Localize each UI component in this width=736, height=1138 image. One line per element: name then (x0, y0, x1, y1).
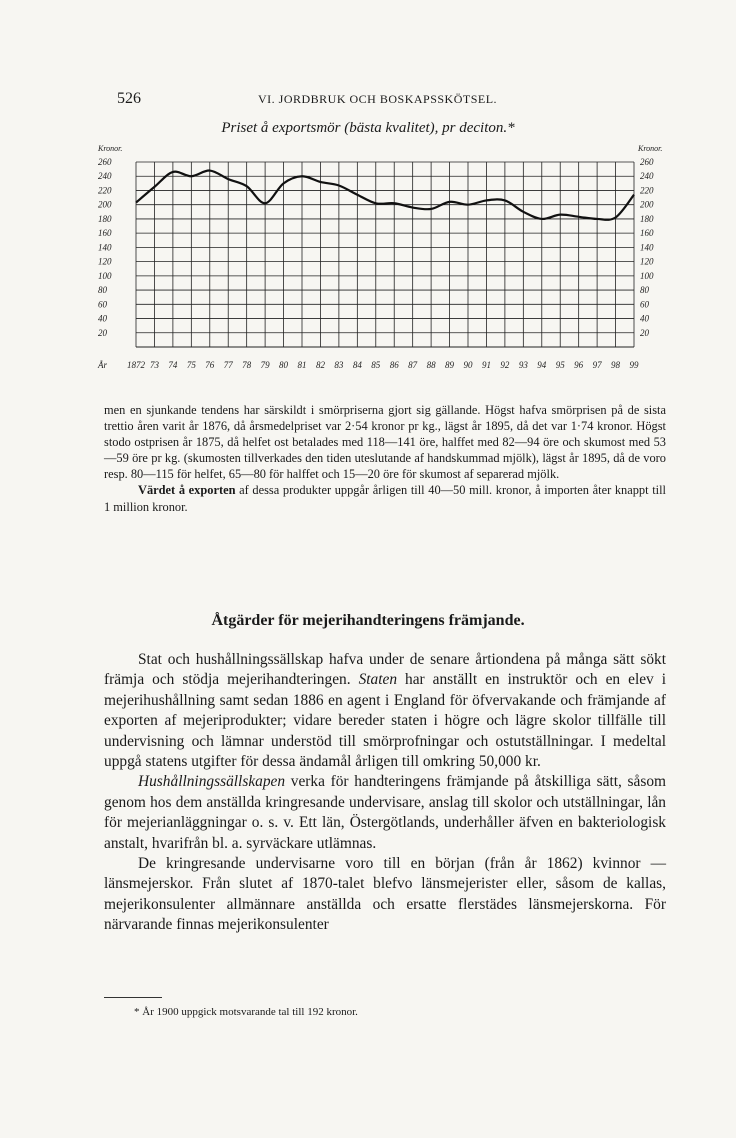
x-tick-label: 92 (500, 360, 510, 370)
x-tick-label: 99 (629, 360, 639, 370)
paragraph-state-pre: Stat och hushållningssällskap hafva under de senare årtiondena på många sätt sökt främja och stödja mejerihandteringen. (104, 651, 666, 689)
y-tick-label-left: 40 (98, 313, 107, 324)
footnote-rule (104, 997, 162, 998)
y-tick-label-right: 120 (640, 256, 654, 267)
paragraph-state-emph: Staten (358, 671, 398, 689)
x-tick-label: 87 (408, 360, 418, 370)
x-tick-label: 84 (352, 360, 362, 370)
x-tick-label: 97 (592, 360, 602, 370)
y-tick-label-left: 20 (98, 327, 107, 338)
x-tick-label: 88 (426, 360, 436, 370)
paragraph-export-value (104, 482, 666, 514)
y-tick-label-left: 60 (98, 299, 107, 310)
x-tick-label: 78 (242, 360, 252, 370)
x-tick-label: 86 (389, 360, 399, 370)
x-tick-label: 98 (611, 360, 621, 370)
y-tick-label-right: 100 (640, 270, 654, 281)
y-tick-label-right: 240 (640, 171, 654, 182)
y-tick-label-left: 180 (98, 213, 112, 224)
x-tick-label: 90 (463, 360, 473, 370)
x-tick-label: 95 (555, 360, 565, 370)
paragraph-state (104, 650, 666, 772)
y-unit-label-left: Kronor. (98, 144, 123, 153)
x-tick-label: 76 (205, 360, 215, 370)
running-head: VI. JORDBRUK OCH BOSKAPSSKÖTSEL. (258, 92, 498, 106)
y-tick-label-right: 160 (640, 228, 654, 239)
x-tick-label: 82 (315, 360, 325, 370)
paragraph-state-post: har anställt en instruktör och en elev i mejerihushållning samt sedan 1886 en agent i England för öfvervakande och främjande af exporten af mejeriprodukter; vidare bereder staten i högre och lägre skolor tillfälle till undervisning och lämnar understöd till smörprofningar och ostutställningar. I medeltal uppgå statens utgifter för dessa ändamål årligen till omkring 50,000 kr. (104, 671, 666, 771)
y-tick-label-right: 80 (640, 285, 649, 296)
y-tick-label-left: 240 (98, 171, 112, 182)
y-unit-label-right: Kronor. (638, 144, 663, 153)
paragraph-prices: men en sjunkande tendens har särskildt i smörpriserna gjort sig gällande. Högst hafva smörprisen på de sista trettio åren varit år 1876, då årsmedelpriset var 2·54 kronor pr kg., lägst år 1895, då det var 1·74 kronor. Högst stodo ostprisen år 1875, då helfet ost betalades med 118—141 öre, halffet med 82—94 öre och skumost med 53—59 öre pr kg. (skumosten tillverkades den tiden uteslutande af handskummad mjölk), lägst år 1895, då de voro resp. 80—115 för helfet, 65—80 för halffet och 15—20 öre för skumost af separerad mjölk. (104, 403, 666, 482)
x-tick-label: 89 (445, 360, 455, 370)
y-tick-label-right: 40 (640, 313, 649, 324)
y-tick-label-left: 120 (98, 256, 112, 267)
price-series-line (136, 171, 634, 220)
x-tick-label: 81 (297, 360, 307, 370)
footnote: * År 1900 uppgick motsvarande tal till 192 kronor. (134, 1006, 358, 1018)
x-tick-label: 96 (574, 360, 584, 370)
paragraph-instructors-text: De kringresande undervisarne voro till en början (från år 1862) kvinnor — länsmejerskor. Från slutet af 1870-talet blefvo länsmejerister eller, såsom de kallas, mejerikonsulenter allmännare anställda och ersatte flerstädes länsmejerskorna. För närvarande finnas mejerikonsulenter (104, 855, 666, 934)
chart-title: Priset å exportsmör (bästa kvalitet), pr deciton.* (221, 120, 515, 136)
x-tick-label: 94 (537, 360, 547, 370)
paragraph-export-text: af dessa produkter uppgår årligen till 40—50 mill. kronor, å importen åter knappt till 1 million kronor. (104, 483, 666, 514)
bold-lead: Värdet å exporten (138, 483, 236, 498)
page-number: 526 (117, 90, 141, 107)
y-tick-label-left: 100 (98, 270, 112, 281)
x-tick-label: 73 (149, 360, 159, 370)
x-tick-label: 77 (223, 360, 233, 370)
x-tick-label: 80 (279, 360, 289, 370)
y-tick-label-right: 260 (640, 157, 654, 167)
paragraph-societies-post: verka för handteringens främjande på åtskilliga sätt, såsom genom hos dem anställda kringresande undervisare, anslag till skolor och utställningar, lån för mejerianläggningar o. s. v. Ett län, Östergötlands, underhåller äfven en bakteriologisk anstalt, hvarifrån bl. a. syrväckare utlämnas. (104, 773, 666, 852)
y-tick-label-right: 140 (640, 242, 654, 253)
y-tick-label-left: 80 (98, 285, 107, 296)
y-tick-label-right: 60 (640, 299, 649, 310)
y-tick-label-left: 260 (98, 157, 112, 167)
x-tick-label: 1872 (127, 360, 145, 370)
paragraph-instructors (104, 854, 666, 936)
x-tick-label: 91 (481, 360, 491, 370)
y-tick-label-left: 140 (98, 242, 112, 253)
paragraph-societies (104, 772, 666, 854)
x-tick-label: 93 (518, 360, 528, 370)
x-tick-label: 83 (334, 360, 344, 370)
y-tick-label-right: 20 (640, 327, 649, 338)
x-tick-label: 85 (371, 360, 381, 370)
y-tick-label-left: 160 (98, 228, 112, 239)
body-text-block (104, 650, 666, 936)
paragraph-societies-emph: Hushållningssällskapen (138, 773, 286, 791)
x-tick-label: 75 (186, 360, 196, 370)
y-tick-label-right: 200 (640, 199, 654, 210)
y-tick-label-right: 220 (640, 185, 654, 196)
section-heading: Åtgärder för mejerihandteringens främjande. (211, 612, 525, 629)
y-tick-label-left: 200 (98, 199, 112, 210)
x-tick-label: 74 (168, 360, 178, 370)
y-tick-label-left: 220 (98, 185, 112, 196)
price-chart (96, 140, 663, 372)
small-text-block (104, 402, 666, 515)
x-axis-prefix: År (98, 360, 107, 370)
y-tick-label-right: 180 (640, 213, 654, 224)
x-tick-label: 79 (260, 360, 270, 370)
